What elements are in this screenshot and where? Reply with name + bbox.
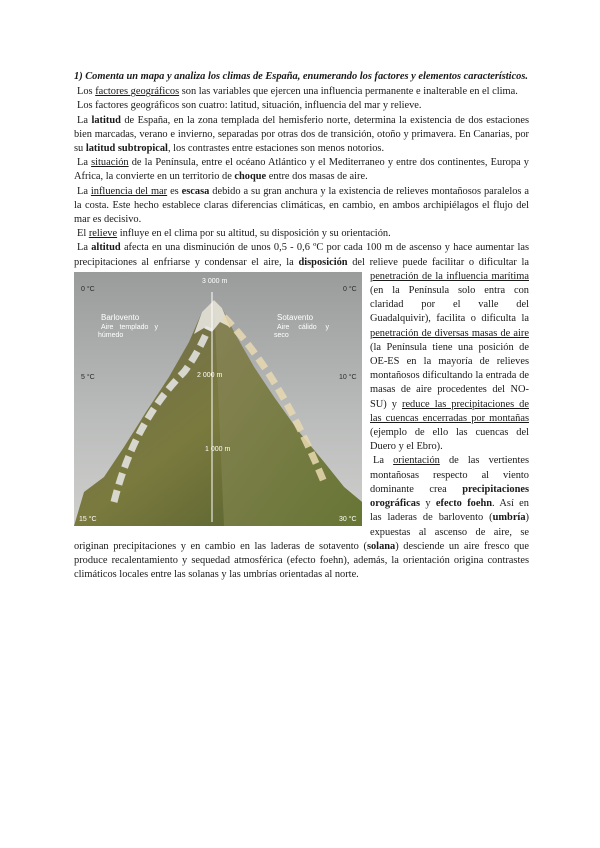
term-penetracion-masas: penetración de diversas masas de aire	[370, 327, 529, 339]
term-disposicion: disposición	[298, 256, 348, 268]
term-altitud: altitud	[91, 242, 121, 254]
paragraph-orientacion: La orientación de las vertientes montañosas respecto al viento dominante crea precipitaciones orográficas y efecto foehn. Así en las laderas de barlovento (umbría) expuestas al ascenso de aire, se originan precipitaciones y en cambio en las laderas de sotavento (solana) desciende un aire fresco que produce recalentamiento y sequedad atmosférica (efecto foehn), además, la orientación origina contrastes climáticos locales entre las solanas y las umbrías orientadas al norte.	[74, 455, 529, 581]
paragraph-cuatro-factores: Los factores geográficos son cuatro: latitud, situación, influencia del mar y relieve.	[77, 100, 422, 112]
paragraph-factores: Los factores geográficos son las variables que ejercen una influencia permanente e inalterable en el clima.	[77, 86, 518, 98]
term-latitud-subtropical: latitud subtropical	[85, 143, 168, 155]
mountain-figure	[74, 272, 362, 526]
question-title: 1) Comenta un mapa y analiza los climas de España, enumerando los factores y elementos característicos.	[74, 71, 529, 82]
term-reduce-precipitaciones: reduce las precipitaciones de las cuencas encerradas por montañas	[370, 398, 529, 424]
temp-bottom-right: 30 °C	[339, 515, 357, 523]
term-escasa: escasa	[181, 185, 210, 197]
document-page	[74, 70, 529, 582]
temp-top-right: 0 °C	[343, 285, 357, 293]
temp-bottom-left: 15 °C	[79, 515, 97, 523]
term-orientacion: orientación	[393, 455, 440, 467]
paragraph-situacion: La situación de la Península, entre el océano Atlántico y el Mediterraneo y entre dos continentes, Europa y Africa, la convierte en un territorio de choque entre dos masas de aire.	[74, 157, 529, 183]
term-precipitaciones-orograficas: precipitaciones orográficas	[370, 483, 529, 510]
term-choque: choque	[234, 171, 267, 183]
label-sotavento: Sotavento	[277, 312, 314, 322]
label-barlovento: Barlovento	[101, 312, 140, 322]
term-influencia-mar: influencia del mar	[90, 185, 168, 197]
term-umbria: umbría	[492, 512, 526, 524]
mountain-illustration	[74, 272, 362, 526]
term-factores-geograficos: factores geográficos	[95, 86, 180, 98]
term-situacion: situación	[91, 157, 129, 169]
paragraph-altitud: La altitud afecta en una disminución de unos 0,5 - 0,6 ºC por cada 100 m de ascenso y hace aumentar las precipitaciones al enfriarse y condensar el aire, la disposición del relieve puede facilitar o dificultar la penetración de la influencia marítima 3 000 m 2 000 m 1 000 m 0 °C 0 °C 5 °C 10 °C 15 °C 30 °C Barlovento Aire templado y húmedo Sotavento Aire cálido y seco (en la Península solo entra con claridad por el valle del Guadalquivir), facilita o dificulta la penetración de diversas masas de aire (la Península tiene una posición de OE-ES en la mayoría de relieves montañosos dificultando la entrada de masas de aire procedentes del NO-SU) y reduce las precipitaciones de las cuencas encerradas por montañas (ejemplo de ello las cuencas del Duero y el Ebro).	[74, 241, 529, 454]
term-solana: solana	[366, 540, 396, 552]
term-penetracion-maritima: penetración de la influencia marítima	[370, 270, 529, 282]
temp-mid-right: 10 °C	[339, 373, 357, 381]
label-1000: 1 000 m	[205, 445, 231, 453]
term-latitud: latitud	[91, 114, 121, 126]
term-efecto-foehn: efecto foehn	[435, 498, 493, 510]
label-2000: 2 000 m	[197, 371, 223, 379]
label-peak: 3 000 m	[202, 277, 228, 285]
term-relieve: relieve	[88, 228, 118, 240]
label-barlovento-desc: Aire templado y húmedo	[98, 323, 158, 339]
temp-top-left: 0 °C	[81, 285, 95, 293]
paragraph-latitud: La latitud de España, en la zona templada del hemisferio norte, determina la existencia de dos estaciones bien marcadas, verano e invierno, separadas por otras dos de transición, otoño y primavera. En Canarias, por su latitud subtropical, los contrastes entre estaciones son menos notorios.	[74, 114, 529, 155]
paragraph-influencia-mar: La influencia del mar es escasa debido a su gran anchura y la existencia de relieves montañosos paralelos a la costa. Este hecho establece claras diferencias climáticas, en cambio, en ambos archipiélagos el flujo del mar es decisivo.	[74, 185, 529, 226]
paragraph-relieve: El relieve influye en el clima por su altitud, su disposición y su orientación.	[77, 228, 391, 240]
temp-mid-left: 5 °C	[81, 373, 95, 381]
label-sotavento-desc: Aire cálido y seco	[274, 323, 329, 339]
